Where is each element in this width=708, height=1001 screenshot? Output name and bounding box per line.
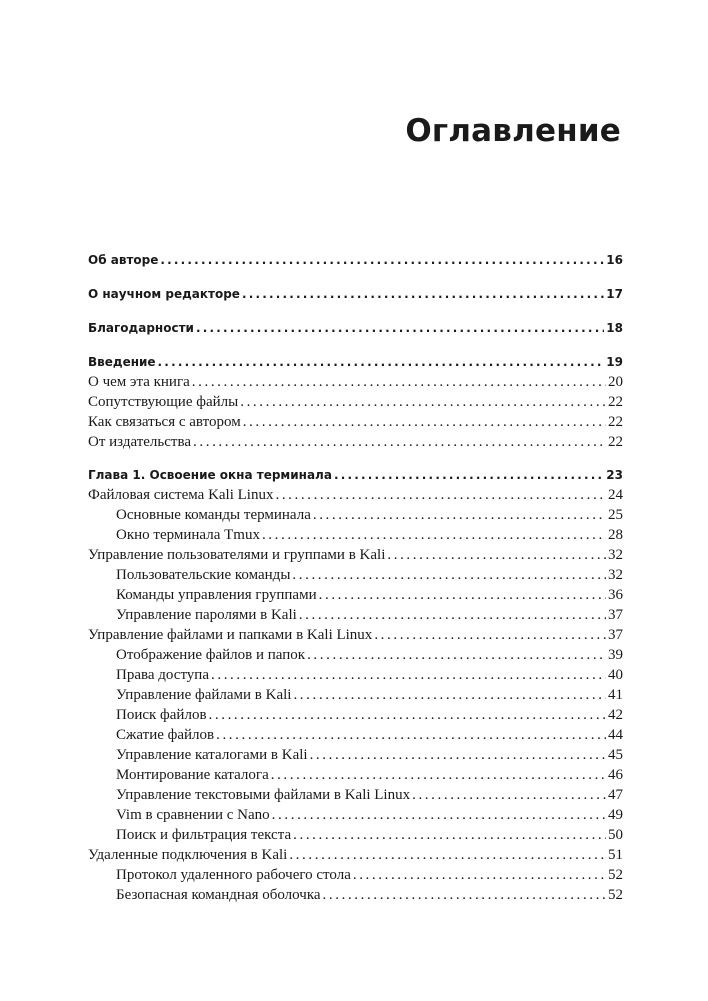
- toc-entry-label: Права доступа: [116, 667, 209, 683]
- toc-entry-acknowledgements[interactable]: [88, 318, 623, 338]
- toc-leader-dots: [307, 645, 606, 665]
- toc-leader-dots: [196, 318, 604, 338]
- toc-entry-file-search[interactable]: [88, 705, 623, 725]
- toc-leader-dots: [319, 585, 606, 605]
- toc-entry-label: Управление файлами в Kali: [116, 687, 292, 703]
- toc-entry-directory-management[interactable]: [88, 745, 623, 765]
- toc-leader-dots: [193, 432, 606, 452]
- toc-entry-page: 28: [608, 527, 623, 543]
- toc-leader-dots: [243, 412, 606, 432]
- toc-leader-dots: [374, 625, 606, 645]
- toc-leader-dots: [271, 765, 606, 785]
- toc-entry-page: 52: [608, 867, 623, 883]
- toc-entry-page: 16: [606, 253, 623, 267]
- page-title: Оглавление: [405, 113, 621, 149]
- toc-entry-contact-author[interactable]: [88, 412, 623, 432]
- toc-entry-page: 32: [608, 567, 623, 583]
- toc-entry-page: 32: [608, 547, 623, 563]
- toc-entry-remote-connections[interactable]: [88, 845, 623, 865]
- toc-entry-file-compression[interactable]: [88, 725, 623, 745]
- toc-entry-page: 52: [608, 887, 623, 903]
- toc-entry-page: 37: [608, 627, 623, 643]
- toc-entry-display-files[interactable]: [88, 645, 623, 665]
- toc-entry-page: 42: [608, 707, 623, 723]
- toc-entry-files-folders[interactable]: [88, 625, 623, 645]
- toc-entry-users-groups[interactable]: [88, 545, 623, 565]
- toc-leader-dots: [299, 605, 606, 625]
- toc-entry-label: Благодарности: [88, 321, 194, 335]
- toc-entry-rdp[interactable]: [88, 865, 623, 885]
- toc-entry-page: 22: [608, 414, 623, 430]
- toc-leader-dots: [289, 845, 606, 865]
- toc-entry-page: 46: [608, 767, 623, 783]
- toc-entry-page: 37: [608, 607, 623, 623]
- toc-entry-label: Vim в сравнении с Nano: [116, 807, 270, 823]
- toc-entry-science-editor[interactable]: [88, 284, 623, 304]
- toc-entry-permissions[interactable]: [88, 665, 623, 685]
- toc-entry-group-commands[interactable]: [88, 585, 623, 605]
- toc-entry-label: О чем эта книга: [88, 374, 190, 390]
- toc-entry-password-management[interactable]: [88, 605, 623, 625]
- toc-entry-ssh[interactable]: [88, 885, 623, 905]
- toc-leader-dots: [412, 785, 606, 805]
- toc-leader-dots: [310, 745, 606, 765]
- toc-entry-kali-filesystem[interactable]: [88, 485, 623, 505]
- toc-entry-page: 25: [608, 507, 623, 523]
- toc-entry-page: 45: [608, 747, 623, 763]
- toc-entry-label: Управление каталогами в Kali: [116, 747, 308, 763]
- toc-leader-dots: [216, 725, 606, 745]
- toc-entry-text-files[interactable]: [88, 785, 623, 805]
- toc-leader-dots: [323, 885, 606, 905]
- toc-entry-page: 23: [606, 468, 623, 482]
- toc-entry-page: 19: [606, 355, 623, 369]
- toc-entry-page: 44: [608, 727, 623, 743]
- toc-entry-text-search[interactable]: [88, 825, 623, 845]
- toc-entry-companion-files[interactable]: [88, 392, 623, 412]
- toc-leader-dots: [211, 665, 606, 685]
- toc-entry-page: 47: [608, 787, 623, 803]
- toc-entry-page: 41: [608, 687, 623, 703]
- toc-leader-dots: [334, 465, 604, 485]
- toc-entry-page: 51: [608, 847, 623, 863]
- toc-entry-label: Управление файлами и папками в Kali Linux: [88, 627, 373, 643]
- toc-entry-label: Введение: [88, 355, 156, 369]
- toc-entry-label: О научном редакторе: [88, 287, 240, 301]
- toc-leader-dots: [293, 685, 606, 705]
- toc-leader-dots: [313, 505, 606, 525]
- toc-entry-label: Команды управления группами: [116, 587, 317, 603]
- toc-entry-label: Поиск и фильтрация текста: [116, 827, 292, 843]
- toc-entry-label: Об авторе: [88, 253, 159, 267]
- toc-entry-label: Управление текстовыми файлами в Kali Linux: [116, 787, 411, 803]
- toc-leader-dots: [353, 865, 606, 885]
- toc-entry-basic-commands[interactable]: [88, 505, 623, 525]
- toc-entry-from-publisher[interactable]: [88, 432, 623, 452]
- toc-leader-dots: [275, 485, 606, 505]
- toc-entry-label: Протокол удаленного рабочего стола: [116, 867, 351, 883]
- toc-leader-dots: [240, 392, 606, 412]
- toc-entry-label: Окно терминала Tmux: [116, 527, 260, 543]
- toc-entry-label: От издательства: [88, 434, 192, 450]
- toc-entry-label: Управление пользователями и группами в Kali: [88, 547, 386, 563]
- toc-entry-about-book[interactable]: [88, 372, 623, 392]
- toc-leader-dots: [272, 805, 606, 825]
- toc-leader-dots: [242, 284, 604, 304]
- toc-entry-tmux[interactable]: [88, 525, 623, 545]
- toc-entry-label: Удаленные подключения в Kali: [88, 847, 288, 863]
- toc-entry-page: 22: [608, 394, 623, 410]
- toc-entry-label: Поиск файлов: [116, 707, 207, 723]
- toc-leader-dots: [292, 565, 606, 585]
- toc-entry-page: 18: [606, 321, 623, 335]
- toc-leader-dots: [262, 525, 606, 545]
- toc-entry-introduction[interactable]: [88, 352, 623, 372]
- toc-entry-label: Управление паролями в Kali: [116, 607, 297, 623]
- toc-entry-page: 24: [608, 487, 623, 503]
- toc-entry-page: 49: [608, 807, 623, 823]
- toc-entry-label: Основные команды терминала: [116, 507, 311, 523]
- toc-entry-page: 22: [608, 434, 623, 450]
- table-of-contents: [88, 250, 623, 905]
- toc-entry-label: Файловая система Kali Linux: [88, 487, 274, 503]
- toc-leader-dots: [192, 372, 606, 392]
- toc-entry-label: Сжатие файлов: [116, 727, 215, 743]
- toc-entry-page: 50: [608, 827, 623, 843]
- toc-entry-page: 40: [608, 667, 623, 683]
- toc-entry-page: 20: [608, 374, 623, 390]
- toc-entry-chapter-1[interactable]: [88, 465, 623, 485]
- toc-entry-file-management[interactable]: [88, 685, 623, 705]
- toc-entry-mounting[interactable]: [88, 765, 623, 785]
- toc-leader-dots: [387, 545, 606, 565]
- toc-leader-dots: [160, 250, 604, 270]
- toc-entry-page: 36: [608, 587, 623, 603]
- toc-entry-label: Монтирование каталога: [116, 767, 269, 783]
- toc-entry-label: Безопасная командная оболочка: [116, 887, 321, 903]
- toc-entry-vim-nano[interactable]: [88, 805, 623, 825]
- toc-leader-dots: [158, 352, 605, 372]
- toc-entry-page: 17: [606, 287, 623, 301]
- toc-entry-about-author[interactable]: [88, 250, 623, 270]
- toc-entry-label: Как связаться с автором: [88, 414, 241, 430]
- toc-leader-dots: [209, 705, 606, 725]
- toc-entry-label: Пользовательские команды: [116, 567, 291, 583]
- toc-leader-dots: [293, 825, 606, 845]
- toc-entry-user-commands[interactable]: [88, 565, 623, 585]
- toc-entry-page: 39: [608, 647, 623, 663]
- toc-entry-label: Глава 1. Освоение окна терминала: [88, 468, 332, 482]
- toc-entry-label: Отображение файлов и папок: [116, 647, 306, 663]
- toc-entry-label: Сопутствующие файлы: [88, 394, 239, 410]
